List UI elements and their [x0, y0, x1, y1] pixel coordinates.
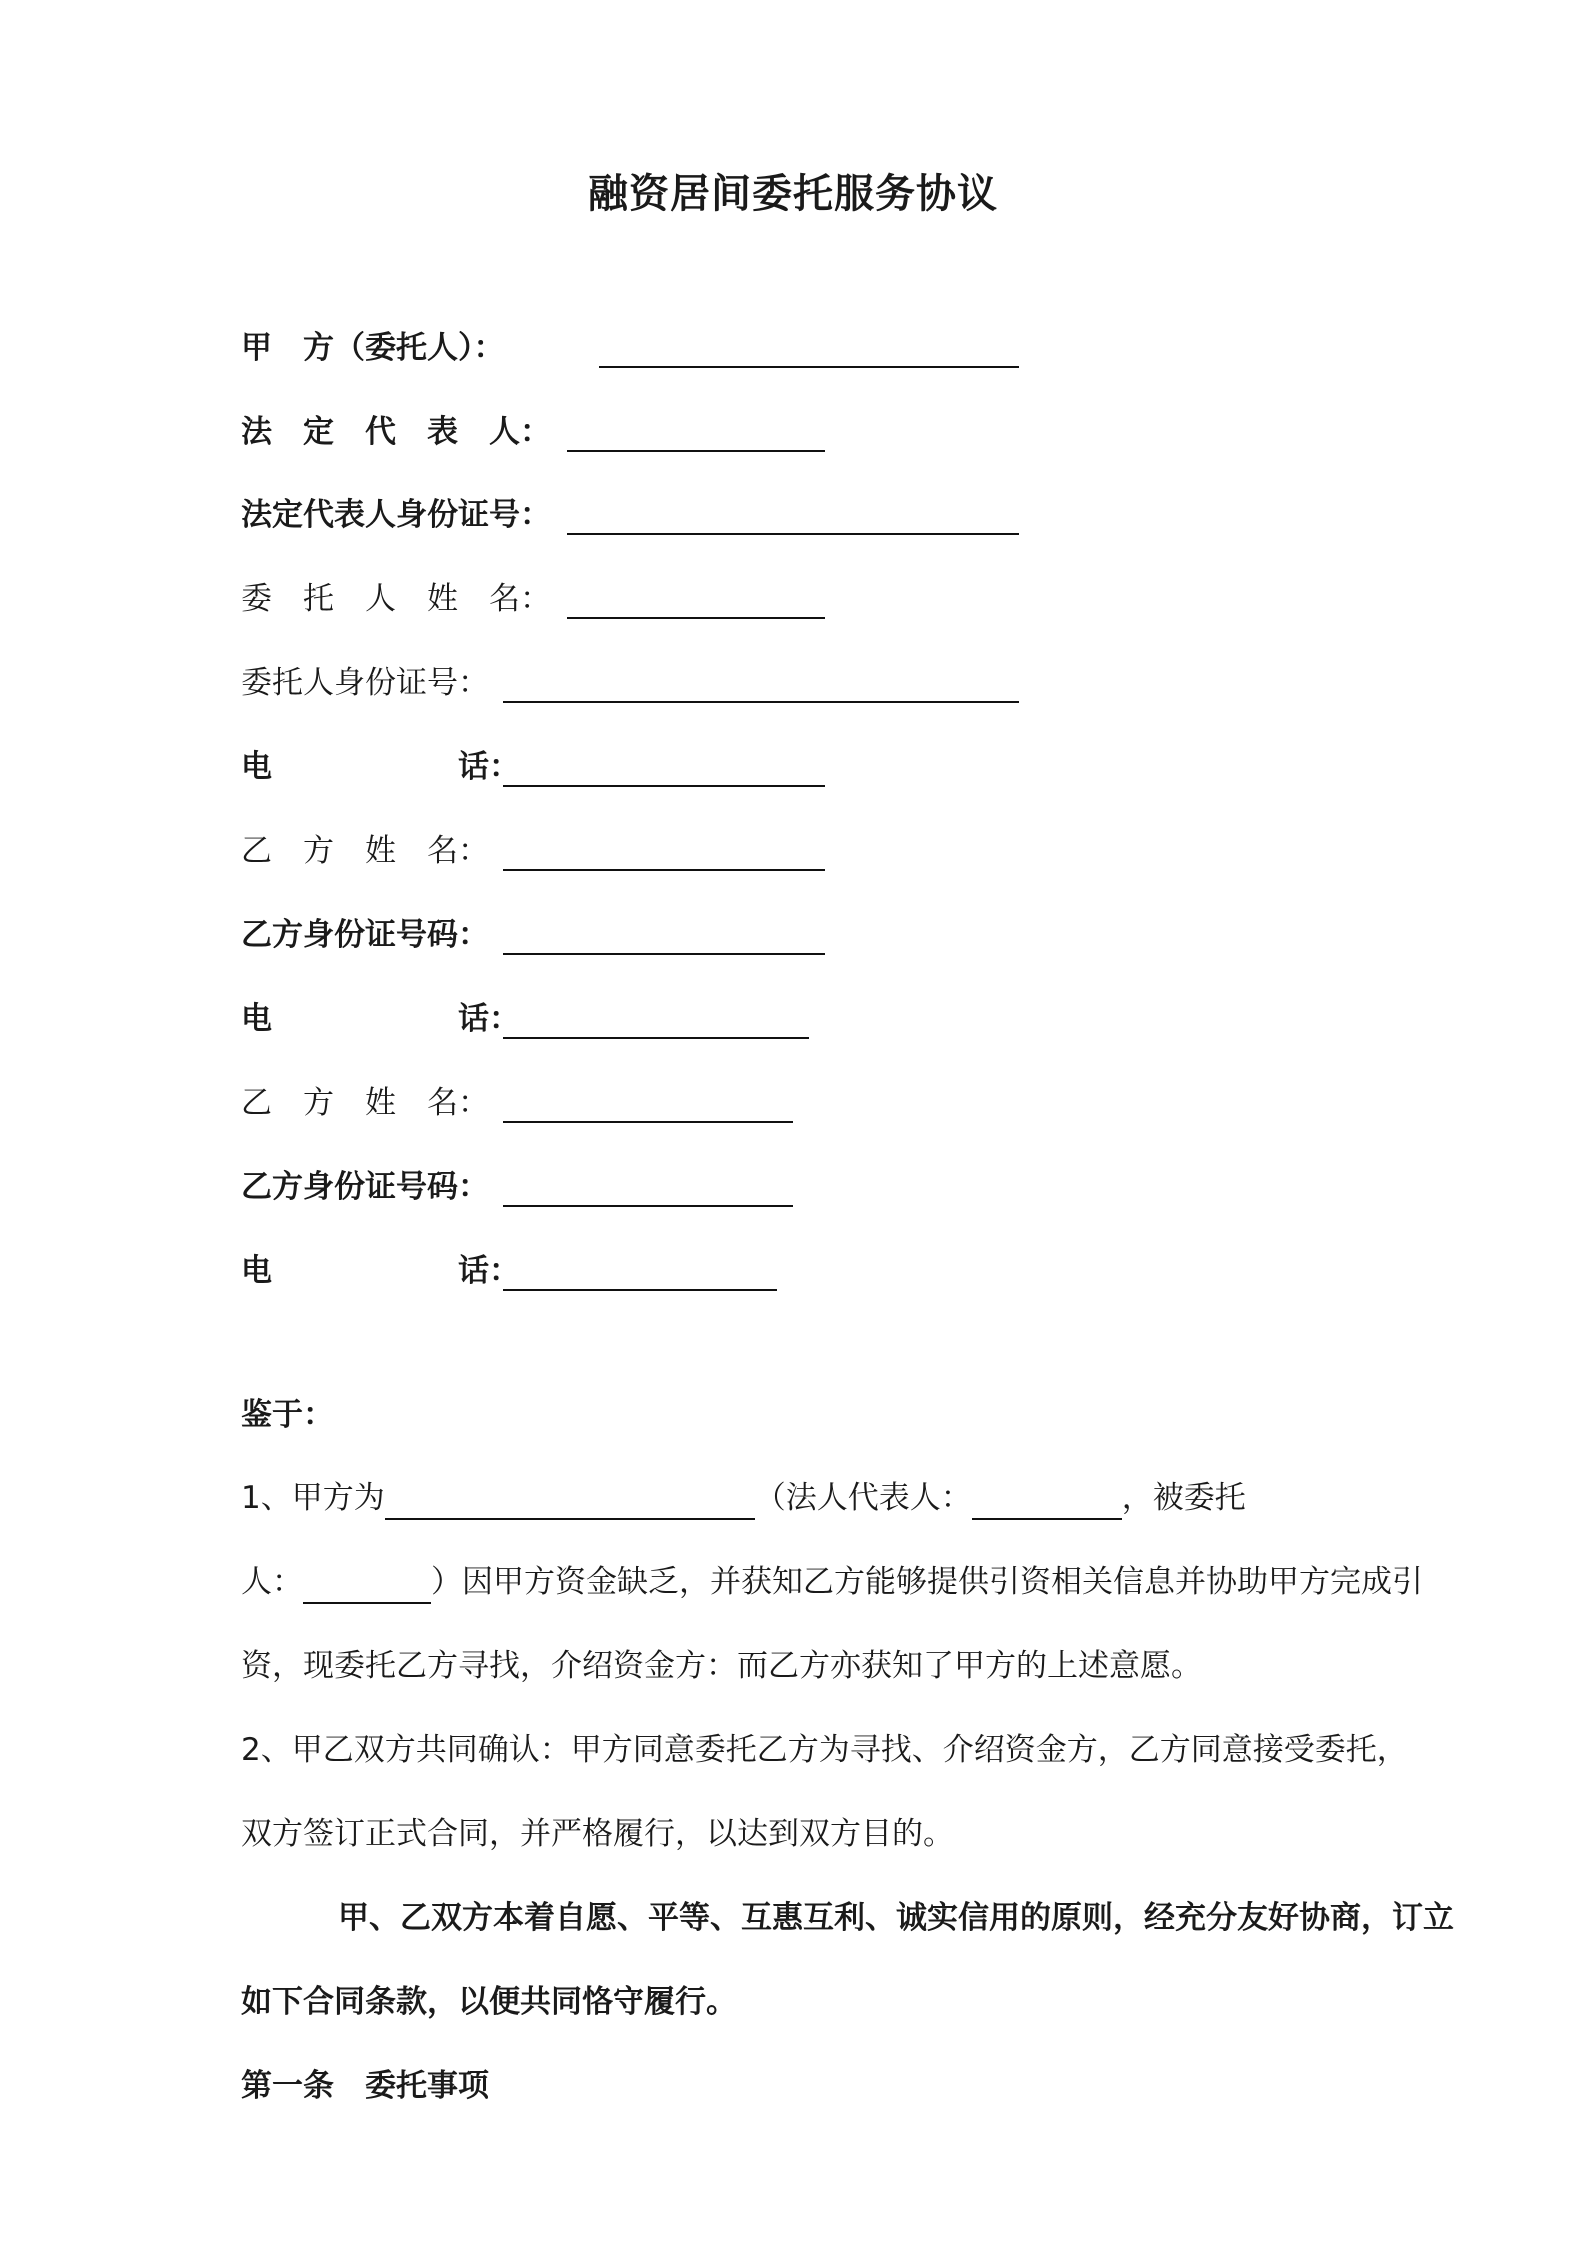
phone-field-2 — [241, 997, 821, 1041]
field-label: 电 话： — [241, 749, 520, 785]
field-label: 乙 方 姓 名： — [241, 833, 489, 869]
field-label: 法定代表人身份证号： — [241, 497, 551, 533]
legal-rep-field — [241, 410, 821, 454]
clause-1-middle: （法人代表人： — [754, 1480, 972, 1516]
agent-id-field — [241, 661, 1021, 705]
agent-name-field — [241, 577, 821, 621]
field-label: 乙方身份证号码： — [241, 1169, 489, 1205]
clause-1-line2-prefix: 人： — [241, 1564, 303, 1600]
party-a-name-blank[interactable] — [385, 1478, 755, 1520]
phone-field-3 — [241, 1249, 821, 1293]
principle-line-1: 甲、乙双方本着自愿、平等、互惠互利、诚实信用的原则，经充分友好协商，订立 — [338, 1900, 1454, 1936]
agent-inline-blank[interactable] — [303, 1562, 431, 1604]
party-a-blank[interactable] — [599, 326, 1019, 368]
party-b-id-blank-1[interactable] — [503, 913, 825, 955]
field-label: 委 托 人 姓 名： — [241, 581, 551, 617]
clause-1-line-2 — [241, 1560, 1423, 1604]
legal-rep-id-field — [241, 493, 1021, 537]
clause-1-line-1 — [241, 1476, 1246, 1520]
legal-rep-inline-blank[interactable] — [972, 1478, 1122, 1520]
legal-rep-blank[interactable] — [567, 410, 825, 452]
field-label: 委托人身份证号： — [241, 665, 489, 701]
party-a-field — [241, 326, 1021, 370]
agent-id-blank[interactable] — [503, 661, 1019, 703]
party-b-name-blank-1[interactable] — [503, 829, 825, 871]
whereas-heading: 鉴于： — [241, 1397, 334, 1433]
party-b-name-field-2 — [241, 1081, 821, 1125]
party-b-name-blank-2[interactable] — [503, 1081, 793, 1123]
article-1-heading: 第一条 委托事项 — [241, 2068, 489, 2104]
party-b-name-field-1 — [241, 829, 821, 873]
field-label: 甲 方（委托人）： — [241, 330, 505, 366]
party-b-id-field-2 — [241, 1165, 821, 1209]
field-label: 乙方身份证号码： — [241, 917, 489, 953]
field-label: 法 定 代 表 人： — [241, 414, 551, 450]
clause-2-line-1: 2、甲乙双方共同确认：甲方同意委托乙方为寻找、介绍资金方，乙方同意接受委托， — [241, 1732, 1408, 1768]
principle-line-2: 如下合同条款，以便共同恪守履行。 — [241, 1984, 737, 2020]
field-label: 乙 方 姓 名： — [241, 1085, 489, 1121]
agent-name-blank[interactable] — [567, 577, 825, 619]
clause-1-line-3: 资，现委托乙方寻找，介绍资金方：而乙方亦获知了甲方的上述意愿。 — [241, 1648, 1202, 1684]
clause-1-line2-text: ）因甲方资金缺乏，并获知乙方能够提供引资相关信息并协助甲方完成引 — [431, 1564, 1423, 1600]
phone-blank-1[interactable] — [503, 745, 825, 787]
party-b-id-blank-2[interactable] — [503, 1165, 793, 1207]
field-label: 电 话： — [241, 1001, 520, 1037]
legal-rep-id-blank[interactable] — [567, 493, 1019, 535]
phone-blank-2[interactable] — [503, 997, 809, 1039]
party-b-id-field-1 — [241, 913, 821, 957]
field-label: 电 话： — [241, 1253, 520, 1289]
phone-field-1 — [241, 745, 821, 789]
clause-1-after-rep: ，被委托 — [1121, 1480, 1246, 1516]
document-title: 融资居间委托服务协议 — [588, 171, 998, 217]
clause-1-prefix: 1、甲方为 — [241, 1480, 385, 1516]
phone-blank-3[interactable] — [503, 1249, 777, 1291]
clause-2-line-2: 双方签订正式合同，并严格履行，以达到双方目的。 — [241, 1816, 954, 1852]
